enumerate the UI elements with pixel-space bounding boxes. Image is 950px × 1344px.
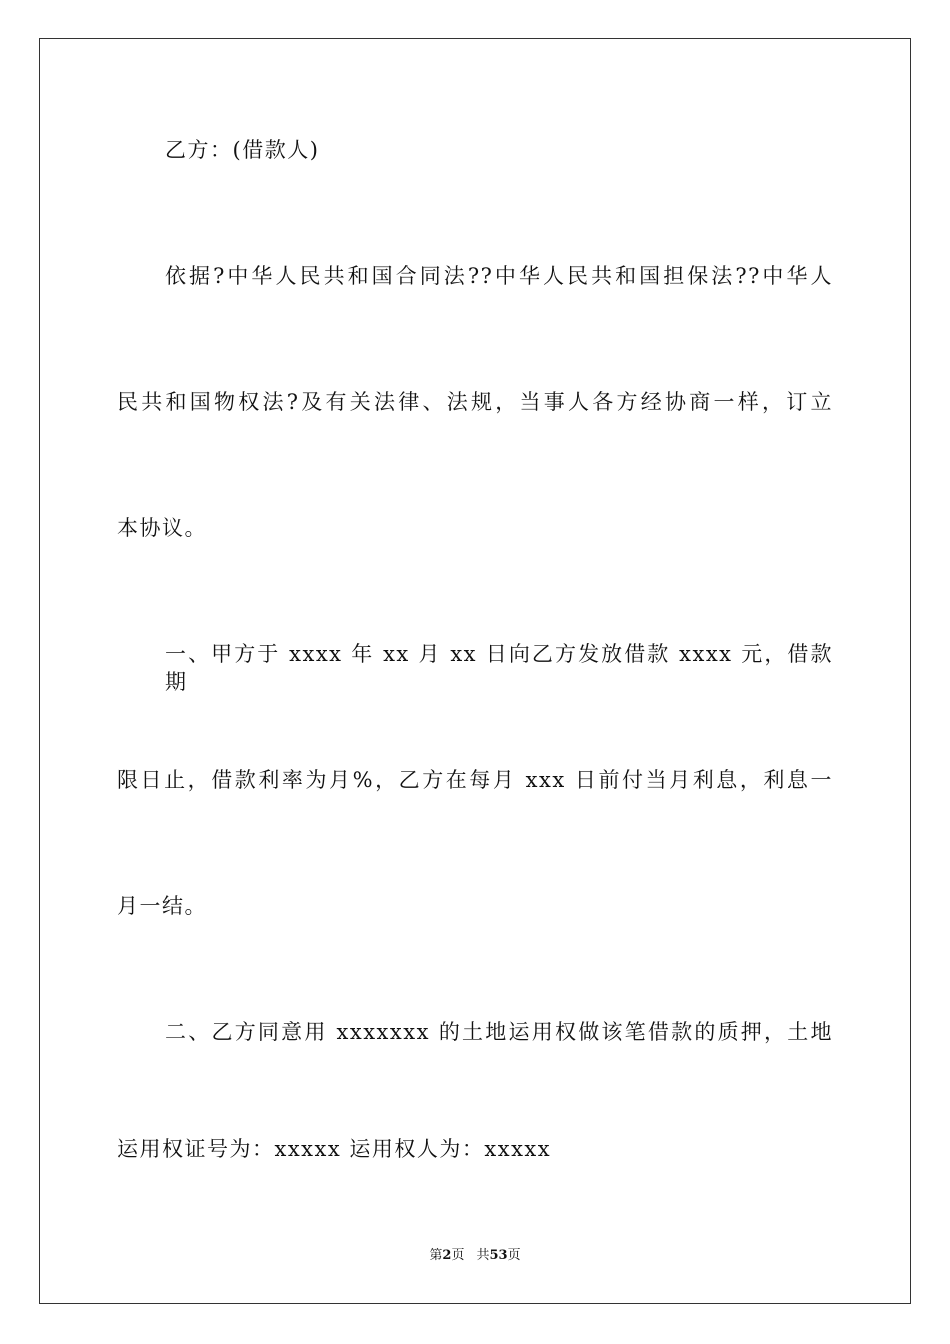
footer-page-suffix: 页 bbox=[451, 1248, 465, 1263]
paragraph-basis-line-2: 民共和国物权法?及有关法律、法规，当事人各方经协商一样，订立 bbox=[117, 390, 833, 414]
paragraph-basis-line-1: 依据?中华人民共和国合同法??中华人民共和国担保法??中华人 bbox=[165, 264, 833, 288]
clause-one-line-2: 限日止，借款利率为月%，乙方在每月 xxx 日前付当月利息，利息一 bbox=[117, 768, 833, 792]
footer-page-number: 2 bbox=[442, 1248, 452, 1263]
footer-total-prefix: 共 bbox=[476, 1248, 490, 1263]
clause-two-line-2: 运用权证号为：xxxxx 运用权人为：xxxxx bbox=[117, 1137, 552, 1161]
party-b-line: 乙方：(借款人) bbox=[165, 138, 320, 162]
page-footer bbox=[0, 1247, 950, 1265]
clause-one-line-3: 月一结。 bbox=[117, 894, 207, 918]
clause-two-line-1: 二、乙方同意用 xxxxxxx 的土地运用权做该笔借款的质押，土地 bbox=[165, 1020, 833, 1044]
clause-one-line-1: 一、甲方于 xxxx 年 xx 月 xx 日向乙方发放借款 xxxx 元，借款期 bbox=[165, 642, 833, 694]
footer-total-pages: 53 bbox=[489, 1248, 508, 1263]
paragraph-basis-line-3: 本协议。 bbox=[117, 516, 207, 540]
footer-page-prefix: 第 bbox=[429, 1248, 443, 1263]
footer-total-suffix: 页 bbox=[507, 1248, 521, 1263]
